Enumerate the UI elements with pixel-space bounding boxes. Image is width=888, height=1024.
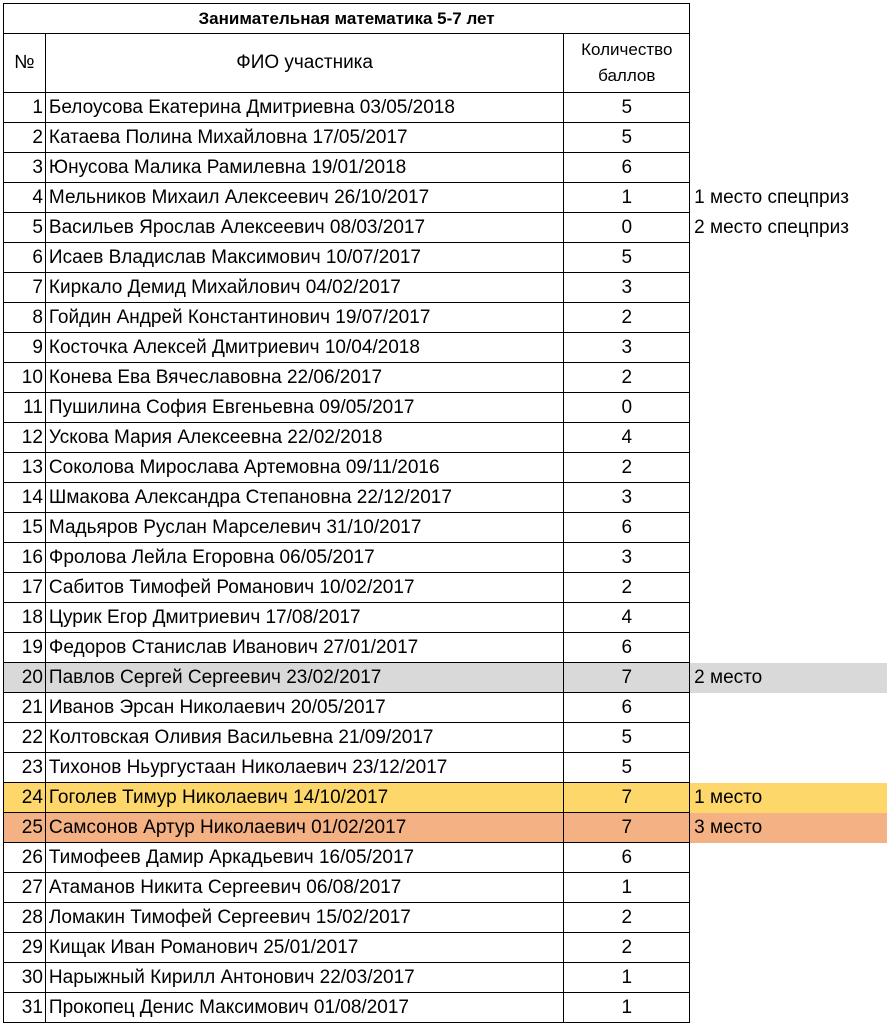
table-row — [4, 363, 888, 393]
place-note — [690, 333, 888, 363]
score-value: 3 — [564, 333, 690, 363]
row-number: 31 — [4, 993, 46, 1023]
score-value: 4 — [564, 423, 690, 453]
participant-name: Кищак Иван Романович 25/01/2017 — [45, 933, 563, 963]
place-note — [690, 963, 888, 993]
score-value: 1 — [564, 183, 690, 213]
place-note — [690, 543, 888, 573]
score-value: 7 — [564, 663, 690, 693]
score-value: 2 — [564, 303, 690, 333]
score-value: 6 — [564, 693, 690, 723]
place-note — [690, 753, 888, 783]
table-row — [4, 723, 888, 753]
table-row — [4, 333, 888, 363]
row-number: 23 — [4, 753, 46, 783]
participant-name: Самсонов Артур Николаевич 01/02/2017 — [45, 813, 563, 843]
table-row — [4, 513, 888, 543]
participant-name: Косточка Алексей Дмитриевич 10/04/2018 — [45, 333, 563, 363]
score-value: 6 — [564, 633, 690, 663]
participant-name: Атаманов Никита Сергеевич 06/08/2017 — [45, 873, 563, 903]
row-number: 27 — [4, 873, 46, 903]
score-value: 2 — [564, 453, 690, 483]
score-value: 0 — [564, 213, 690, 243]
place-note — [690, 393, 888, 423]
place-note: 2 место спецприз — [694, 217, 849, 238]
row-number: 6 — [4, 243, 46, 273]
score-value: 5 — [564, 243, 690, 273]
row-number: 28 — [4, 903, 46, 933]
score-value: 2 — [564, 573, 690, 603]
score-value: 2 — [564, 903, 690, 933]
row-number: 21 — [4, 693, 46, 723]
participant-name: Гоголев Тимур Николаевич 14/10/2017 — [45, 783, 563, 813]
score-value: 2 — [564, 933, 690, 963]
row-number: 13 — [4, 453, 46, 483]
table-title: Занимательная математика 5-7 лет — [4, 4, 690, 34]
table-row — [4, 783, 888, 813]
table-row — [4, 603, 888, 633]
participant-name: Юнусова Малика Рамилевна 19/01/2018 — [45, 153, 563, 183]
place-note — [690, 843, 888, 873]
participant-name: Фролова Лейла Егоровна 06/05/2017 — [45, 543, 563, 573]
participant-name: Ломакин Тимофей Сергеевич 15/02/2017 — [45, 903, 563, 933]
participant-name: Катаева Полина Михайловна 17/05/2017 — [45, 123, 563, 153]
table-row — [4, 633, 888, 663]
place-note — [690, 933, 888, 963]
participant-name: Павлов Сергей Сергеевич 23/02/2017 — [45, 663, 563, 693]
row-number: 16 — [4, 543, 46, 573]
score-value: 6 — [564, 843, 690, 873]
score-value: 3 — [564, 483, 690, 513]
table-row — [4, 903, 888, 933]
table-row — [4, 423, 888, 453]
row-number: 17 — [4, 573, 46, 603]
table-row — [4, 573, 888, 603]
score-value: 1 — [564, 963, 690, 993]
participant-name: Цурик Егор Дмитриевич 17/08/2017 — [45, 603, 563, 633]
table-row — [4, 243, 888, 273]
row-number: 4 — [4, 183, 46, 213]
table-row — [4, 873, 888, 903]
row-number: 19 — [4, 633, 46, 663]
table-row — [4, 483, 888, 513]
spreadsheet — [3, 3, 888, 1023]
row-number: 14 — [4, 483, 46, 513]
participant-name: Ускова Мария Алексеевна 22/02/2018 — [45, 423, 563, 453]
participant-name: Тимофеев Дамир Аркадьевич 16/05/2017 — [45, 843, 563, 873]
table-row — [4, 753, 888, 783]
score-value: 7 — [564, 813, 690, 843]
score-value: 1 — [564, 993, 690, 1023]
place-note — [690, 273, 888, 303]
table-row — [4, 93, 888, 123]
table-row — [4, 993, 888, 1023]
place-note: 3 место — [690, 813, 888, 843]
score-value: 1 — [564, 873, 690, 903]
row-number: 30 — [4, 963, 46, 993]
row-number: 10 — [4, 363, 46, 393]
participant-name: Сабитов Тимофей Романович 10/02/2017 — [45, 573, 563, 603]
participant-name: Прокопец Денис Максимович 01/08/2017 — [45, 993, 563, 1023]
place-note — [690, 423, 888, 453]
table-row — [4, 543, 888, 573]
table-row — [4, 693, 888, 723]
row-number: 22 — [4, 723, 46, 753]
score-value: 5 — [564, 753, 690, 783]
table-row — [4, 393, 888, 423]
row-number: 25 — [4, 813, 46, 843]
table-row — [4, 933, 888, 963]
participant-name: Васильев Ярослав Алексеевич 08/03/2017 — [45, 213, 563, 243]
row-number: 2 — [4, 123, 46, 153]
row-number: 1 — [4, 93, 46, 123]
row-number: 5 — [4, 213, 46, 243]
participant-name: Колтовская Оливия Васильевна 21/09/2017 — [45, 723, 563, 753]
row-number: 26 — [4, 843, 46, 873]
row-number: 8 — [4, 303, 46, 333]
participant-name: Шмакова Александра Степановна 22/12/2017 — [45, 483, 563, 513]
row-number: 24 — [4, 783, 46, 813]
participant-name: Исаев Владислав Максимович 10/07/2017 — [45, 243, 563, 273]
header-row — [4, 34, 888, 93]
table-row — [4, 303, 888, 333]
score-value: 7 — [564, 783, 690, 813]
score-value: 0 — [564, 393, 690, 423]
place-note — [690, 693, 888, 723]
place-note: 1 место — [690, 783, 888, 813]
participant-name: Нарыжный Кирилл Антонович 22/03/2017 — [45, 963, 563, 993]
place-note — [690, 723, 888, 753]
place-note — [690, 123, 888, 153]
place-note — [690, 93, 888, 123]
place-note — [690, 603, 888, 633]
table-row — [4, 123, 888, 153]
participant-name: Конева Ева Вячеславовна 22/06/2017 — [45, 363, 563, 393]
table-row — [4, 273, 888, 303]
participant-name: Соколова Мирослава Артемовна 09/11/2016 — [45, 453, 563, 483]
results-table — [3, 3, 888, 1023]
place-note — [690, 153, 888, 183]
score-value: 3 — [564, 543, 690, 573]
place-note — [690, 483, 888, 513]
row-number: 7 — [4, 273, 46, 303]
title-row — [4, 4, 888, 34]
place-note — [690, 993, 888, 1023]
place-note — [690, 903, 888, 933]
participant-name: Тихонов Ньургустаан Николаевич 23/12/2017 — [45, 753, 563, 783]
score-value: 4 — [564, 603, 690, 633]
header-num: № — [4, 34, 46, 93]
row-number: 3 — [4, 153, 46, 183]
place-note — [690, 303, 888, 333]
table-row — [4, 183, 888, 213]
row-number: 11 — [4, 393, 46, 423]
place-note — [690, 453, 888, 483]
table-row — [4, 843, 888, 873]
place-note — [690, 243, 888, 273]
place-note — [690, 513, 888, 543]
score-value: 5 — [564, 123, 690, 153]
participant-name: Мадьяров Руслан Марселевич 31/10/2017 — [45, 513, 563, 543]
score-value: 5 — [564, 723, 690, 753]
row-number: 20 — [4, 663, 46, 693]
score-value: 3 — [564, 273, 690, 303]
table-row — [4, 813, 888, 843]
table-row — [4, 153, 888, 183]
score-value: 6 — [564, 153, 690, 183]
row-number: 9 — [4, 333, 46, 363]
score-value: 5 — [564, 93, 690, 123]
participant-name: Мельников Михаил Алексеевич 26/10/2017 — [45, 183, 563, 213]
participant-name: Пушилина София Евгеньевна 09/05/2017 — [45, 393, 563, 423]
header-name: ФИО участника — [45, 34, 563, 93]
place-note — [690, 573, 888, 603]
place-note — [690, 633, 888, 663]
place-note: 1 место спецприз — [694, 187, 849, 208]
table-row — [4, 213, 888, 243]
participant-name: Белоусова Екатерина Дмитриевна 03/05/2018 — [45, 93, 563, 123]
row-number: 12 — [4, 423, 46, 453]
participant-name: Киркало Демид Михайлович 04/02/2017 — [45, 273, 563, 303]
participant-name: Гойдин Андрей Константинович 19/07/2017 — [45, 303, 563, 333]
table-row — [4, 663, 888, 693]
participant-name: Федоров Станислав Иванович 27/01/2017 — [45, 633, 563, 663]
score-value: 2 — [564, 363, 690, 393]
header-score: Количество баллов — [564, 34, 690, 93]
place-note — [690, 873, 888, 903]
row-number: 29 — [4, 933, 46, 963]
place-note: 2 место — [690, 663, 888, 693]
table-row — [4, 453, 888, 483]
row-number: 18 — [4, 603, 46, 633]
table-row — [4, 963, 888, 993]
place-note — [690, 363, 888, 393]
participant-name: Иванов Эрсан Николаевич 20/05/2017 — [45, 693, 563, 723]
row-number: 15 — [4, 513, 46, 543]
score-value: 6 — [564, 513, 690, 543]
